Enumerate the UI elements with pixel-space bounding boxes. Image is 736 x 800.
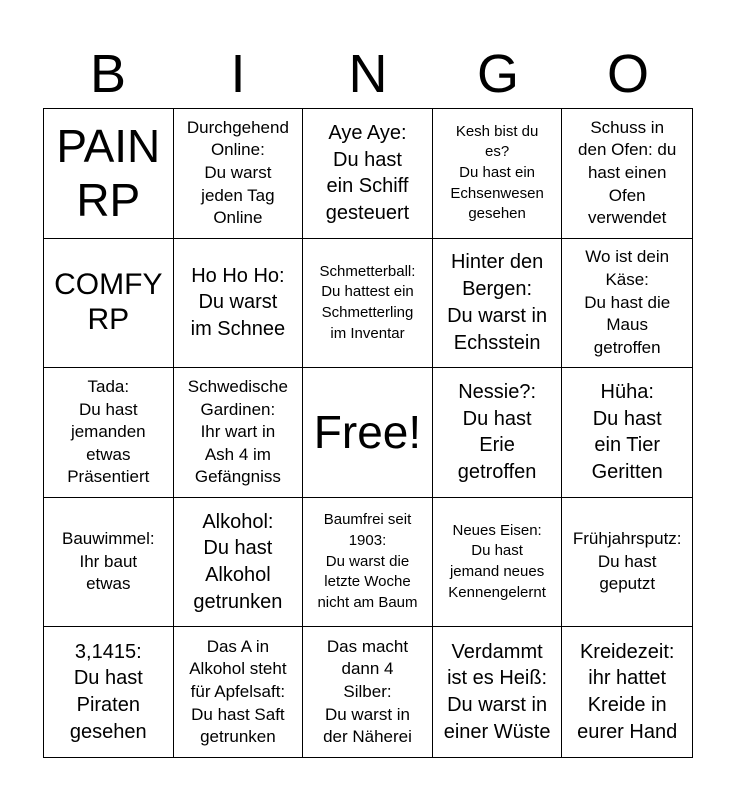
bingo-cell[interactable]: Hüha: Du hast ein Tier Geritten [562, 368, 692, 498]
bingo-cell[interactable]: 3,1415: Du hast Piraten gesehen [44, 627, 174, 757]
free-space-cell[interactable]: Free! [303, 368, 433, 498]
bingo-cell[interactable]: Baumfrei seit 1903: Du warst die letzte Woche nicht am Baum [303, 498, 433, 628]
bingo-cell[interactable]: Schuss in den Ofen: du hast einen Ofen verwendet [562, 109, 692, 239]
bingo-cell[interactable]: Ho Ho Ho: Du warst im Schnee [174, 239, 304, 369]
header-letter-b: B [89, 44, 127, 104]
bingo-cell[interactable]: Neues Eisen: Du hast jemand neues Kennengelernt [433, 498, 563, 628]
bingo-header [43, 40, 693, 108]
bingo-cell[interactable]: Alkohol: Du hast Alkohol getrunken [174, 498, 304, 628]
header-letter-g: G [476, 44, 519, 104]
bingo-cell[interactable]: Verdammt ist es Heiß: Du warst in einer Wüste [433, 627, 563, 757]
bingo-cell[interactable]: Bauwimmel: Ihr baut etwas [44, 498, 174, 628]
bingo-cell[interactable]: Aye Aye: Du hast ein Schiff gesteuert [303, 109, 433, 239]
bingo-board [43, 108, 693, 758]
bingo-cell[interactable]: Durchgehend Online: Du warst jeden Tag Online [174, 109, 304, 239]
bingo-cell[interactable]: Kreidezeit: ihr hattet Kreide in eurer Hand [577, 640, 678, 743]
bingo-cell[interactable]: Nessie?: Du hast Erie getroffen [433, 368, 563, 498]
header-letter-i: I [230, 44, 246, 104]
bingo-cell[interactable]: Das macht dann 4 Silber: Du warst in der Näherei [303, 627, 433, 757]
bingo-cell[interactable]: Wo ist dein Käse: Du hast die Maus getroffen [562, 239, 692, 369]
bingo-cell[interactable]: COMFY RP [44, 239, 174, 369]
bingo-cell[interactable]: Tada: Du hast jemanden etwas Präsentiert [44, 368, 174, 498]
bingo-cell[interactable]: Hinter den Bergen: Du warst in Echsstein [433, 239, 563, 369]
header-letter-o: O [606, 44, 649, 104]
bingo-cell[interactable]: Kesh bist du es? Du hast ein Echsenwesen gesehen [433, 109, 563, 239]
bingo-cell[interactable]: PAIN RP [44, 109, 174, 239]
header-letter-n: N [348, 44, 388, 104]
bingo-cell[interactable]: Das A in Alkohol steht für Apfelsaft: Du hast Saft getrunken [174, 627, 304, 757]
bingo-cell[interactable]: Schmetterball: Du hattest ein Schmetterling im Inventar [303, 239, 433, 369]
bingo-cell[interactable]: Schwedische Gardinen: Ihr wart in Ash 4 im Gefängniss [174, 368, 304, 498]
bingo-cell[interactable]: Frühjahrsputz: Du hast geputzt [562, 498, 692, 628]
